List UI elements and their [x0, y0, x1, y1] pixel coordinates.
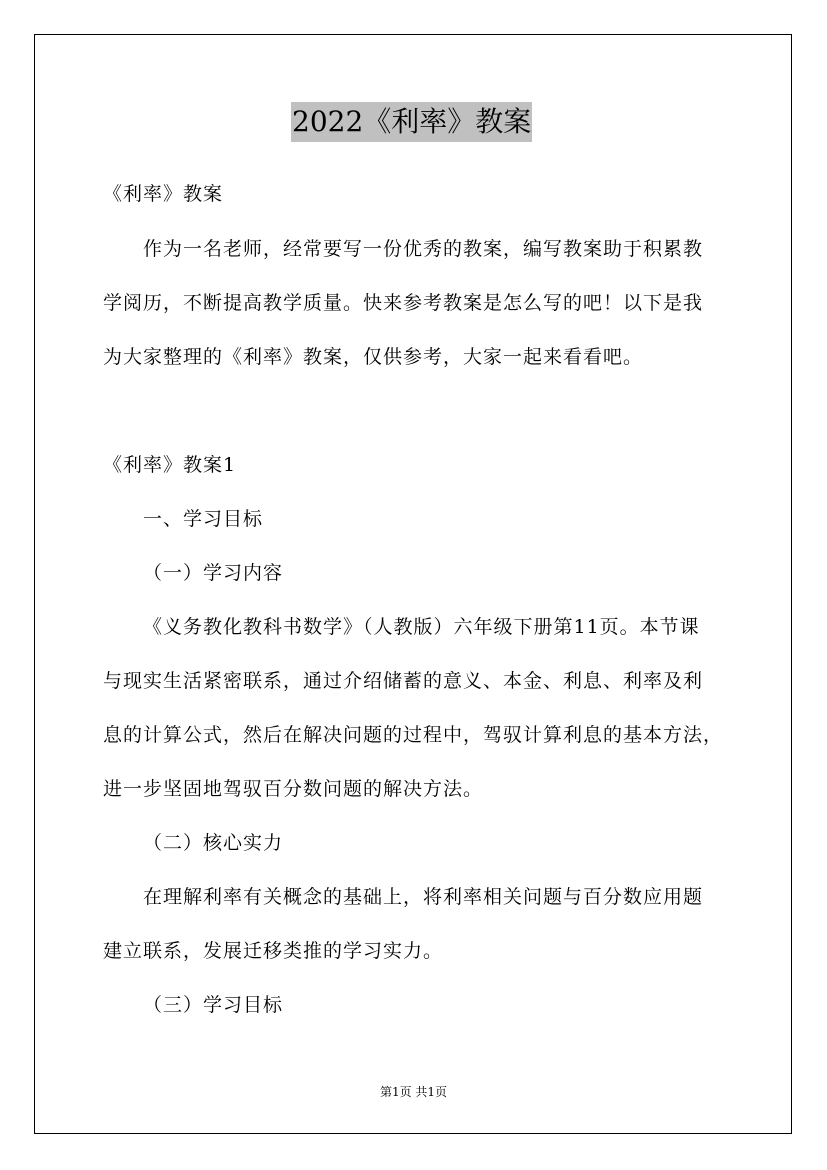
content-2-line-2: 建立联系，发展迁移类推的学习实力。 [103, 940, 444, 962]
intro-line-1: 作为一名老师，经常要写一份优秀的教案，编写教案助于积累教 [143, 238, 704, 260]
document-title: 2022《利率》教案 [291, 102, 532, 142]
intro-line-2: 学阅历，不断提高教学质量。快来参考教案是怎么写的吧！以下是我 [103, 292, 704, 314]
section-title: 《利率》教案1 [103, 454, 237, 476]
intro-line-3: 为大家整理的《利率》教案，仅供参考，大家一起来看看吧。 [103, 346, 644, 368]
content-1-line-2: 与现实生活紧密联系，通过介绍储蓄的意义、本金、利息、利率及利 [103, 670, 704, 692]
content-1-line-4: 进一步坚固地驾驭百分数问题的解决方法。 [103, 778, 484, 800]
page-footer: 第1页 共1页 [379, 1085, 448, 1099]
subheading-core-ability: （二）核心实力 [143, 832, 284, 854]
subheading-learning-content: （一）学习内容 [143, 562, 284, 584]
heading-learning-goals: 一、学习目标 [143, 508, 264, 530]
document-subtitle: 《利率》教案 [103, 183, 224, 205]
content-1-line-1: 《义务教化教科书数学》（人教版）六年级下册第11页。本节课 [143, 616, 700, 638]
content-2-line-1: 在理解利率有关概念的基础上，将利率相关问题与百分数应用题 [143, 886, 704, 908]
subheading-learning-objectives: （三）学习目标 [143, 994, 284, 1016]
content-1-line-3: 息的计算公式，然后在解决问题的过程中，驾驭计算利息的基本方法， [103, 724, 724, 746]
